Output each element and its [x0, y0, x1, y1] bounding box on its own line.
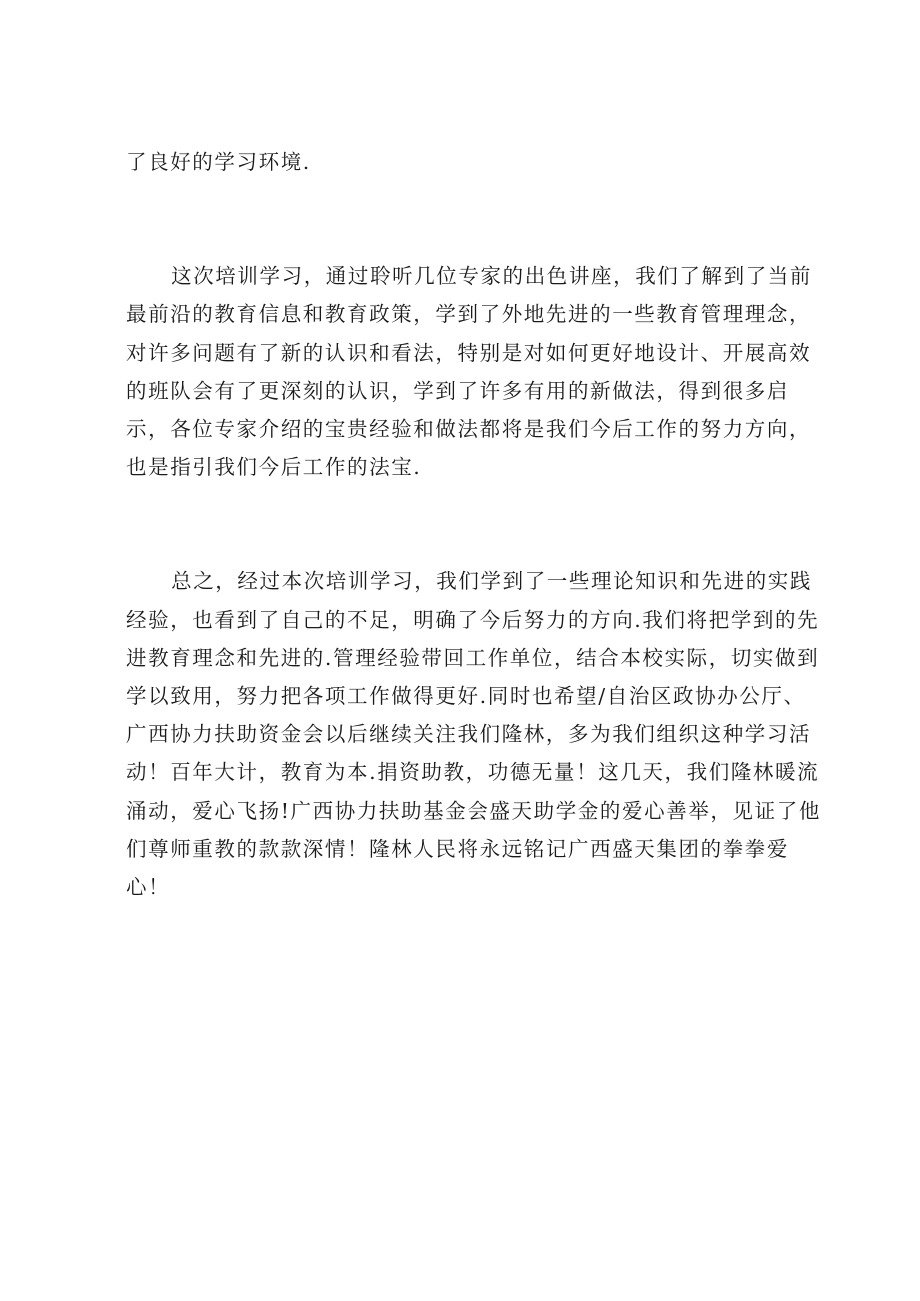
paragraph-continuation: 了良好的学习环境. — [126, 150, 311, 174]
paragraph-training-content: 这次培训学习，通过聆听几位专家的出色讲座，我们了解到了当前最前沿的教育信息和教育政策，学到了外地先进的一些教育管理理念，对许多问题有了新的认识和看法，特别是对如何更好地设计、开展高效的班队会有了更深刻的认识，学到了许多有用的新做法，得到很多启示，各位专家介绍的宝贵经验和做法都将是我们今后工作的努力方向，也是指引我们今后工作的法宝. — [126, 264, 812, 480]
paragraph-conclusion: 总之，经过本次培训学习，我们学到了一些理论知识和先进的实践经验，也看到了自己的不足，明确了今后努力的方向.我们将把学到的先进教育理念和先进的.管理经验带回工作单位，结合本校实际，切实做到学以致用，努力把各项工作做得更好.同时也希望/自治区政协办公厅、广西协力扶助资金会以后继续关注我们隆林，多为我们组织这种学习活动！百年大计，教育为本.捐资助教，功德无量！这几天，我们隆林暖流涌动，爱心飞扬!广西协力扶助基金会盛天助学金的爱心善举，见证了他们尊师重教的款款深情！隆林人民将永远铭记广西盛天集团的拳拳爱心！ — [126, 569, 821, 900]
document-body — [126, 143, 826, 906]
paragraph-gap — [126, 486, 826, 562]
paragraph-gap — [126, 181, 826, 257]
